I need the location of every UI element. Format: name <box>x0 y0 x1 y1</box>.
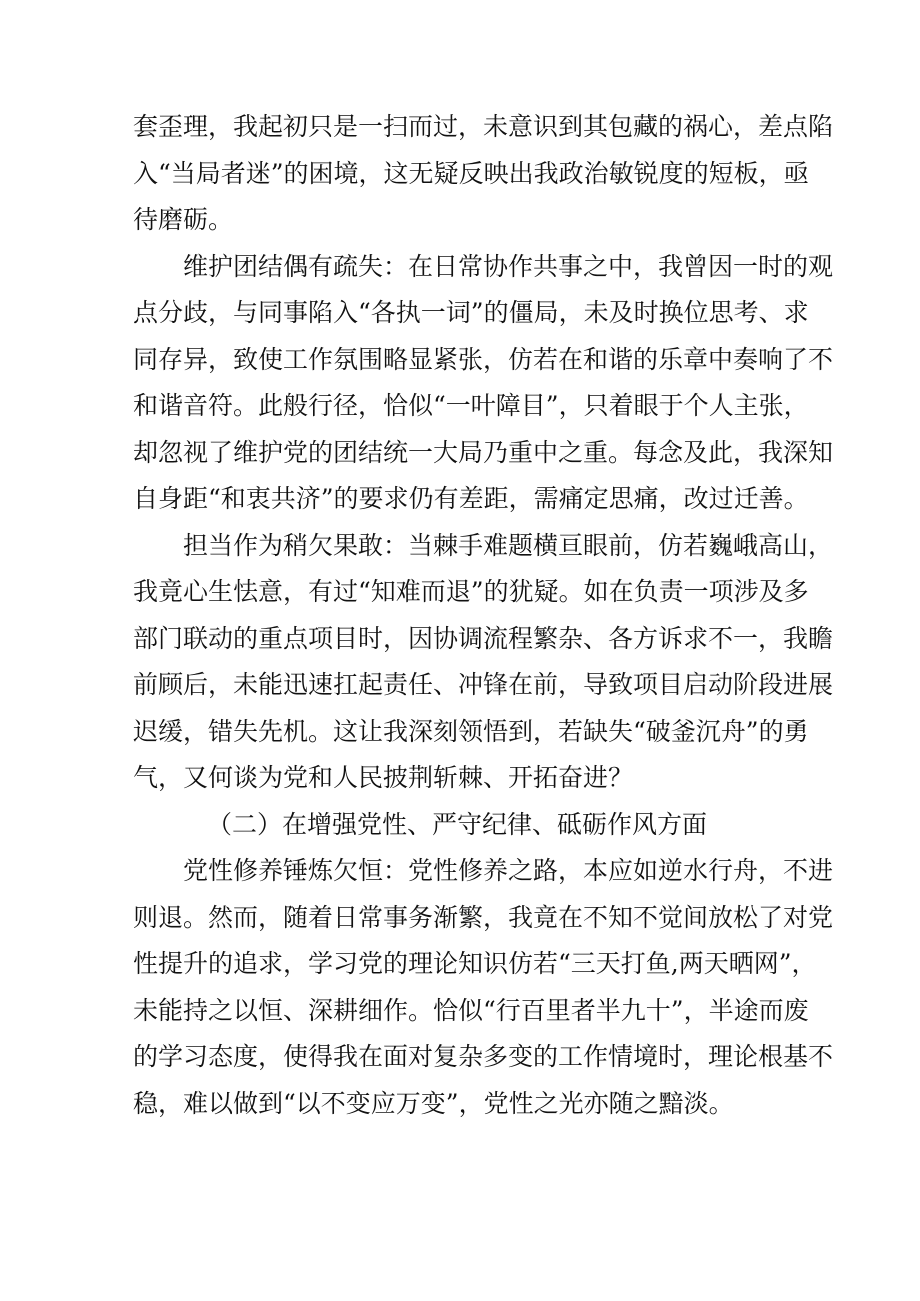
paragraph-line: 套歪理，我起初只是一扫而过，未意识到其包藏的祸心，差点陷 <box>133 112 834 141</box>
paragraph-line: 未能持之以恒、深耕细作。恰似“行百里者半九十”，半途而废 <box>133 995 809 1025</box>
paragraph-line: 入“当局者迷”的困境，这无疑反映出我政治敏锐度的短板，亟 <box>133 158 809 188</box>
paragraph-line: 的学习态度，使得我在面对复杂多变的工作情境时，理论根基不 <box>133 1042 834 1071</box>
paragraph-line: 前顾后，未能迅速扛起责任、冲锋在前，导致项目启动阶段进展 <box>133 670 834 699</box>
paragraph-line: 自身距“和衷共济”的要求仍有差距，需痛定思痛，改过迁善。 <box>133 484 809 513</box>
paragraph-line: 迟缓，错失先机。这让我深刻领悟到，若缺失“破釜沉舟”的勇 <box>133 716 809 746</box>
paragraph-line: 则退。然而，随着日常事务渐繁，我竟在不知不觉间放松了对党 <box>133 902 834 932</box>
paragraph-line: 气，又何谈为党和人民披荆斩棘、开拓奋进？ <box>133 763 634 792</box>
paragraph-line: 党性修养锤炼欠恒：党性修养之路，本应如逆水行舟，不进 <box>183 856 834 885</box>
paragraph-line: 同存异，致使工作氛围略显紧张，仿若在和谐的乐章中奏响了不 <box>133 344 834 374</box>
section-heading: （二）在增强党性、严守纪律、砥砺作风方面 <box>207 809 708 839</box>
paragraph-line: 维护团结偶有疏失：在日常协作共事之中，我曾因一时的观 <box>183 251 834 281</box>
paragraph-line: 待磨砺。 <box>133 205 234 234</box>
paragraph-line: 和谐音符。此般行径，恰似“一叶障目”，只着眼于个人主张， <box>133 391 809 420</box>
paragraph-line: 我竟心生怯意，有过“知难而退”的犹疑。如在负责一项涉及多 <box>133 577 809 606</box>
paragraph-line: 点分歧，与同事陷入“各执一词”的僵局，未及时换位思考、求 <box>133 298 809 327</box>
paragraph-line: 部门联动的重点项目时，因协调流程繁杂、各方诉求不一，我瞻 <box>133 623 834 653</box>
paragraph-line: 稳，难以做到“以不变应万变”，党性之光亦随之黯淡。 <box>133 1088 734 1118</box>
body-text <box>133 104 834 1127</box>
paragraph-line: 性提升的追求，学习党的理论知识仿若“三天打鱼,两天晒网”， <box>133 949 817 978</box>
paragraph-line: 却忽视了维护党的团结统一大局乃重中之重。每念及此，我深知 <box>133 437 834 467</box>
paragraph-line: 担当作为稍欠果敢：当棘手难题横亘眼前，仿若巍峨高山， <box>183 530 834 560</box>
